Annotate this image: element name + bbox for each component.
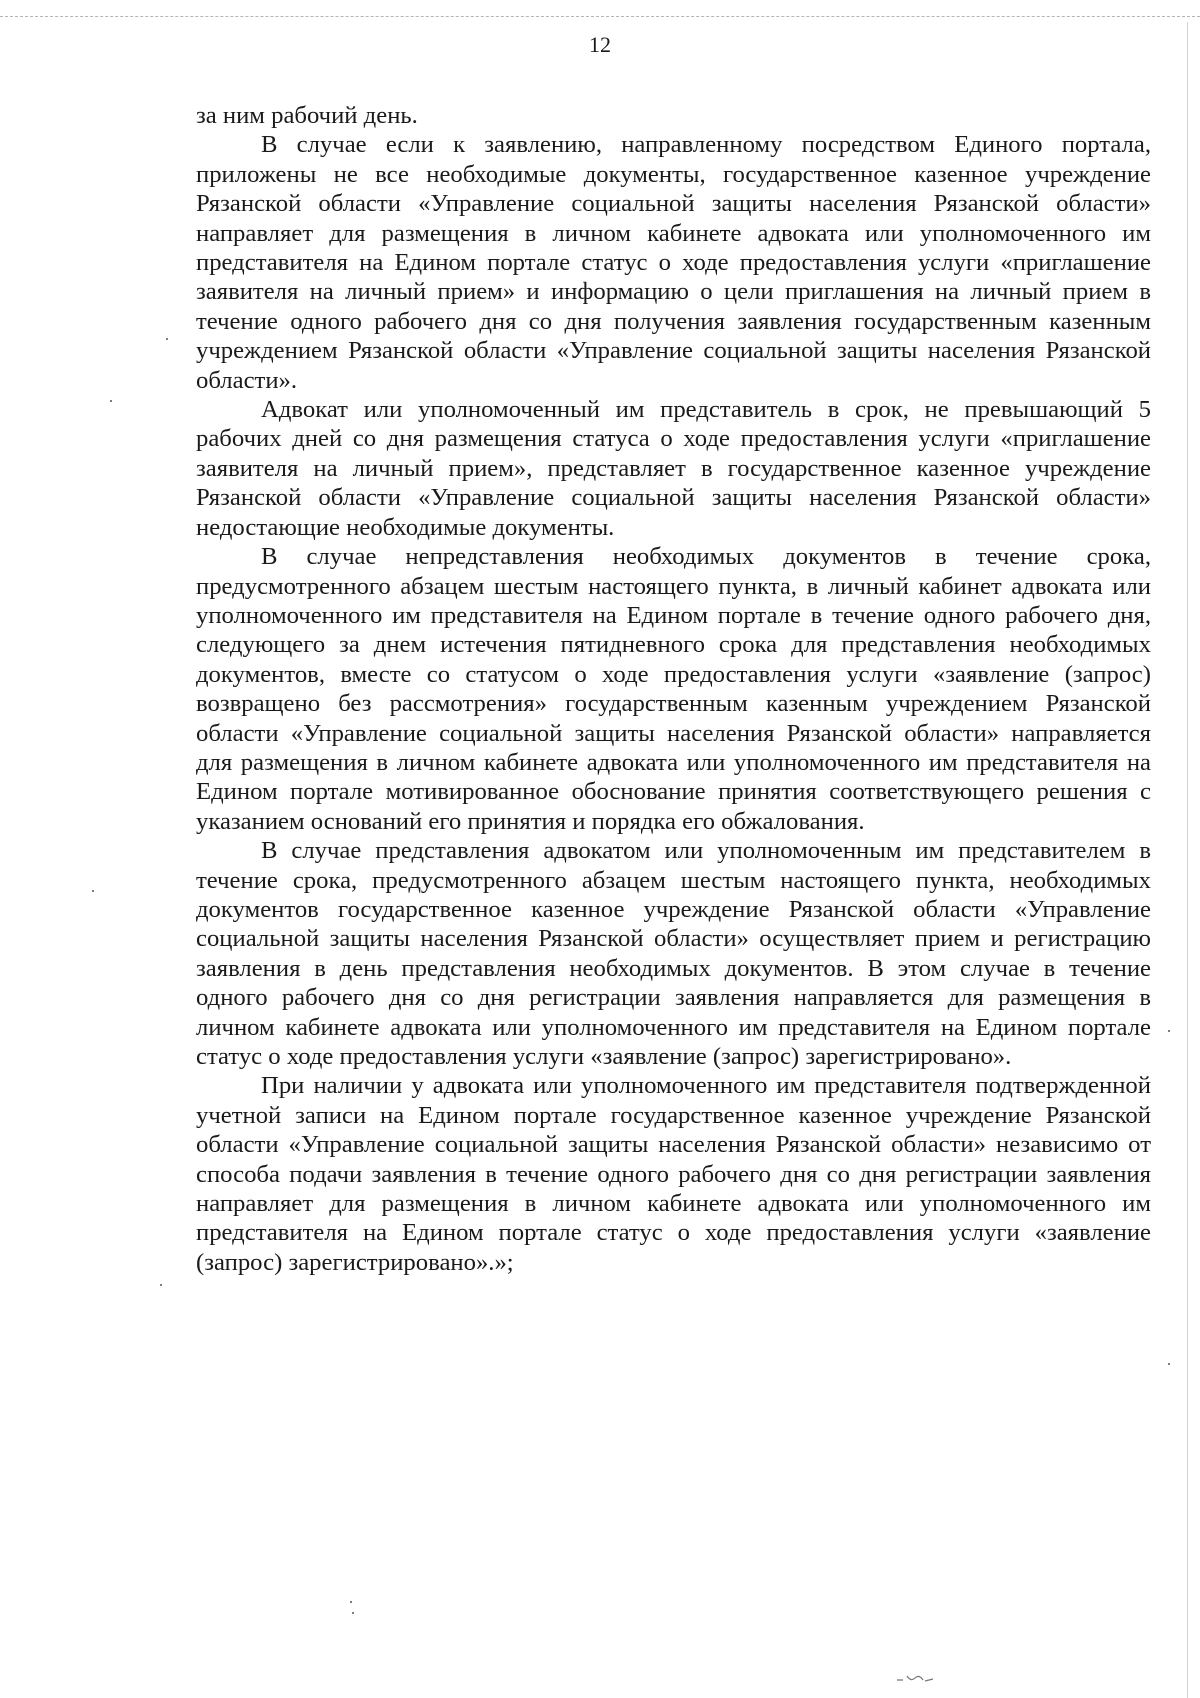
page-number: 12 [589, 32, 611, 57]
paragraph: В случае если к заявлению, направленному посредством Единого портала, приложены не все необходимые документы, государственное казенное учреждение Рязанской области «Управление социальной защиты населения Рязанской области» направляет для размещения в личном кабинете адвоката или уполномоченного им представителя на Едином портале статус о ходе предоставления услуги «приглашение заявителя на личный прием» и информацию о цели приглашения на личный прием в течение одного рабочего дня со дня получения заявления государственным казенным учреждением Рязанской области «Управление социальной защиты населения Рязанской области». [196, 131, 1151, 394]
scan-top-edge [0, 16, 1200, 17]
scan-speck [1168, 1363, 1170, 1365]
scan-speck [166, 338, 168, 340]
paragraph: В случае представления адвокатом или уполномоченным им представителем в течение срока, предусмотренного абзацем шестым настоящего пункта, необходимых документов государственное казенное учреждение Рязанской области «Управление социальной защиты населения Рязанской области» осуществляет прием и регистрацию заявления в день представления необходимых документов. В этом случае в течение одного рабочего дня со дня регистрации заявления направляется для размещения в личном кабинете адвоката или уполномоченного им представителя на Едином портале статус о ходе предоставления услуги «заявление (запрос) зарегистрировано». [196, 837, 1151, 1070]
scan-speck [160, 1284, 162, 1286]
scan-speck [1168, 1030, 1170, 1032]
paragraph: При наличии у адвоката или уполномоченного им представителя подтвержденной учетной записи на Едином портале государственное казенное учреждение Рязанской области «Управление социальной защиты населения Рязанской области» независимо от способа подачи заявления в течение одного рабочего дня со дня регистрации заявления направляет для размещения в личном кабинете адвоката или уполномоченного им представителя на Едином портале статус о ходе предоставления услуги «заявление (запрос) зарегистрировано».»; [196, 1072, 1151, 1276]
scan-speck [350, 1601, 352, 1603]
scan-speck [110, 400, 112, 402]
scan-speck [92, 890, 94, 892]
scan-mark [895, 1672, 935, 1684]
paragraph: В случае непредставления необходимых документов в течение срока, предусмотренного абзацем шестым настоящего пункта, в личный кабинет адвоката или уполномоченного им представителя на Едином портале в течение одного рабочего дня, следующего за днем истечения пятидневного срока для представления необходимых документов, вместе со статусом о ходе предоставления услуги «заявление (запрос) возвращено без рассмотрения» государственным казенным учреждением Рязанской области «Управление социальной защиты населения Рязанской области» направляется для размещения в личном кабинете адвоката или уполномоченного им представителя на Едином портале мотивированное обоснование принятия соответствующего решения с указанием оснований его принятия и порядка его обжалования. [196, 543, 1151, 835]
scan-speck [352, 1612, 354, 1614]
paragraph-continuation: за ним рабочий день. [196, 102, 418, 129]
scan-right-edge [1187, 22, 1188, 1698]
document-body [196, 101, 1151, 1277]
paragraph: Адвокат или уполномоченный им представитель в срок, не превышающий 5 рабочих дней со дня размещения статуса о ходе предоставления услуги «приглашение заявителя на личный прием», представляет в государственное казенное учреждение Рязанской области «Управление социальной защиты населения Рязанской области» недостающие необходимые документы. [196, 396, 1151, 541]
